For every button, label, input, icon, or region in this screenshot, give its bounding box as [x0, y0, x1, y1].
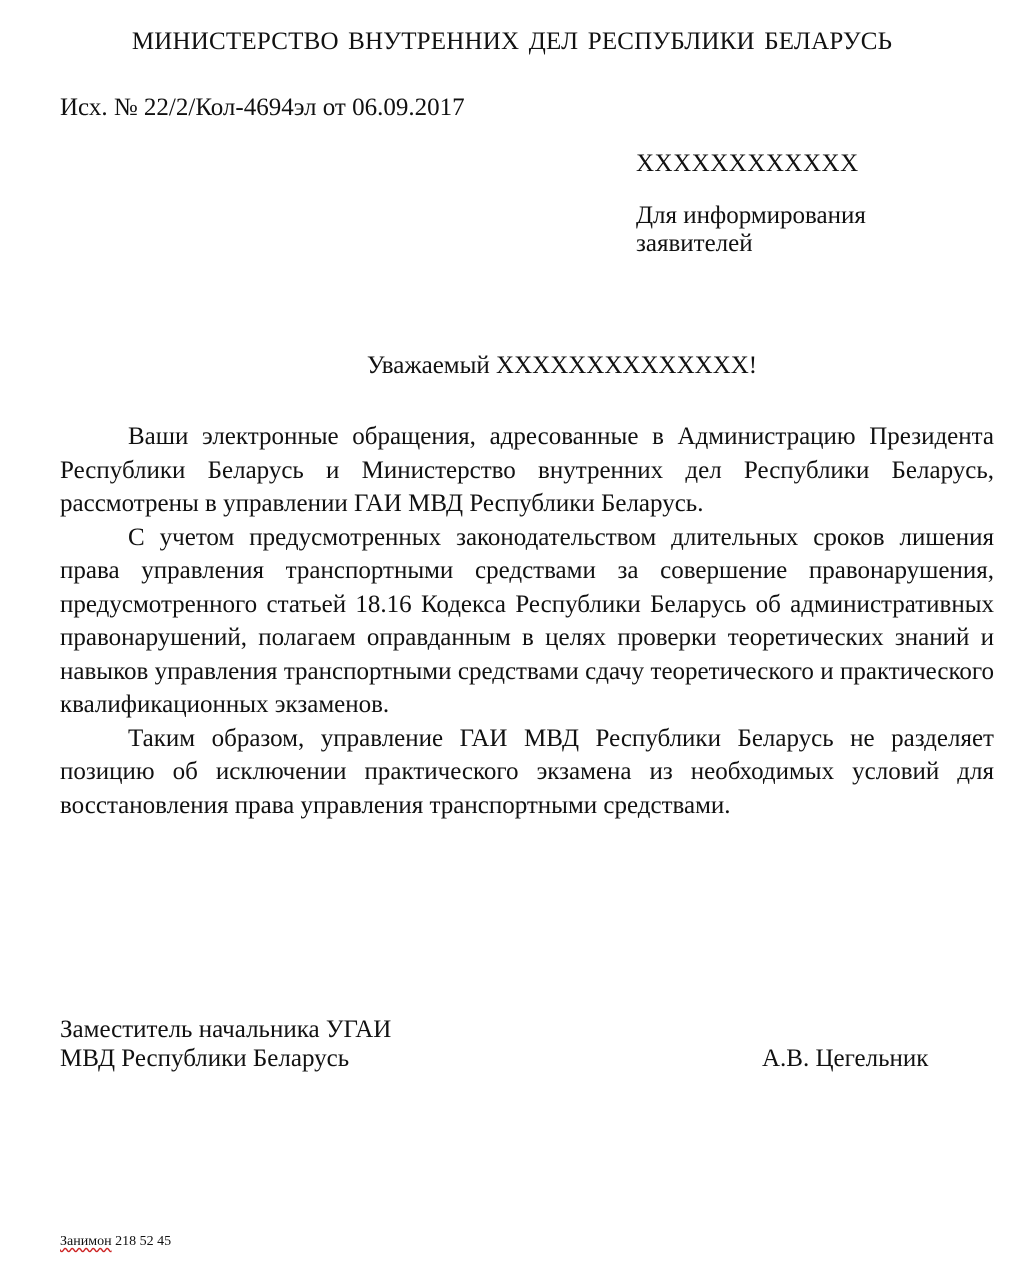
recipient-note-line-1: Для информирования [636, 202, 866, 229]
salutation: Уважаемый XXXXXXXXXXXXXX! [366, 352, 758, 379]
footer-contact [60, 1234, 171, 1250]
signer-name: А.В. Цегельник [762, 1045, 929, 1072]
signature-block [60, 1015, 960, 1073]
body-paragraph-2: С учетом предусмотренных законодательством длительных сроков лишения права управления транспортными средствами за совершение правонарушения, предусмотренного статьей 18.16 Кодекса Республики Беларусь об административных правонарушений, полагаем оправданным в целях проверки теоретических знаний и навыков управления транспортными средствами сдачу теоретического и практического квалификационных экзаменов. [60, 523, 994, 718]
body-paragraph-1: Ваши электронные обращения, адресованные в Администрацию Президента Республики Беларусь и Министерство внутренних дел Республики Беларусь, рассмотрены в управлении ГАИ МВД Республики Беларусь. [60, 423, 994, 517]
footer-surname: Занимон [60, 1234, 112, 1249]
footer-phone: 218 52 45 [115, 1234, 172, 1249]
signer-title-line-1: Заместитель начальника УГАИ [60, 1016, 392, 1043]
recipient-name: XXXXXXXXXXXX [636, 150, 859, 177]
recipient-note [636, 202, 996, 258]
body-paragraph-3: Таким образом, управление ГАИ МВД Республики Беларусь не разделяет позицию об исключении практического экзамена из необходимых условий для восстановления права управления транспортными средствами. [60, 724, 994, 819]
signer-title-line-2: МВД Республики Беларусь [60, 1045, 350, 1072]
recipient-block [636, 150, 996, 258]
letter-body [60, 420, 994, 822]
outgoing-reference: Исх. № 22/2/Кол-4694эл от 06.09.2017 [60, 94, 465, 121]
ministry-header: МИНИСТЕРСТВО ВНУТРЕННИХ ДЕЛ РЕСПУБЛИКИ БЕЛАРУСЬ [131, 28, 893, 55]
recipient-note-line-2: заявителей [636, 230, 753, 257]
